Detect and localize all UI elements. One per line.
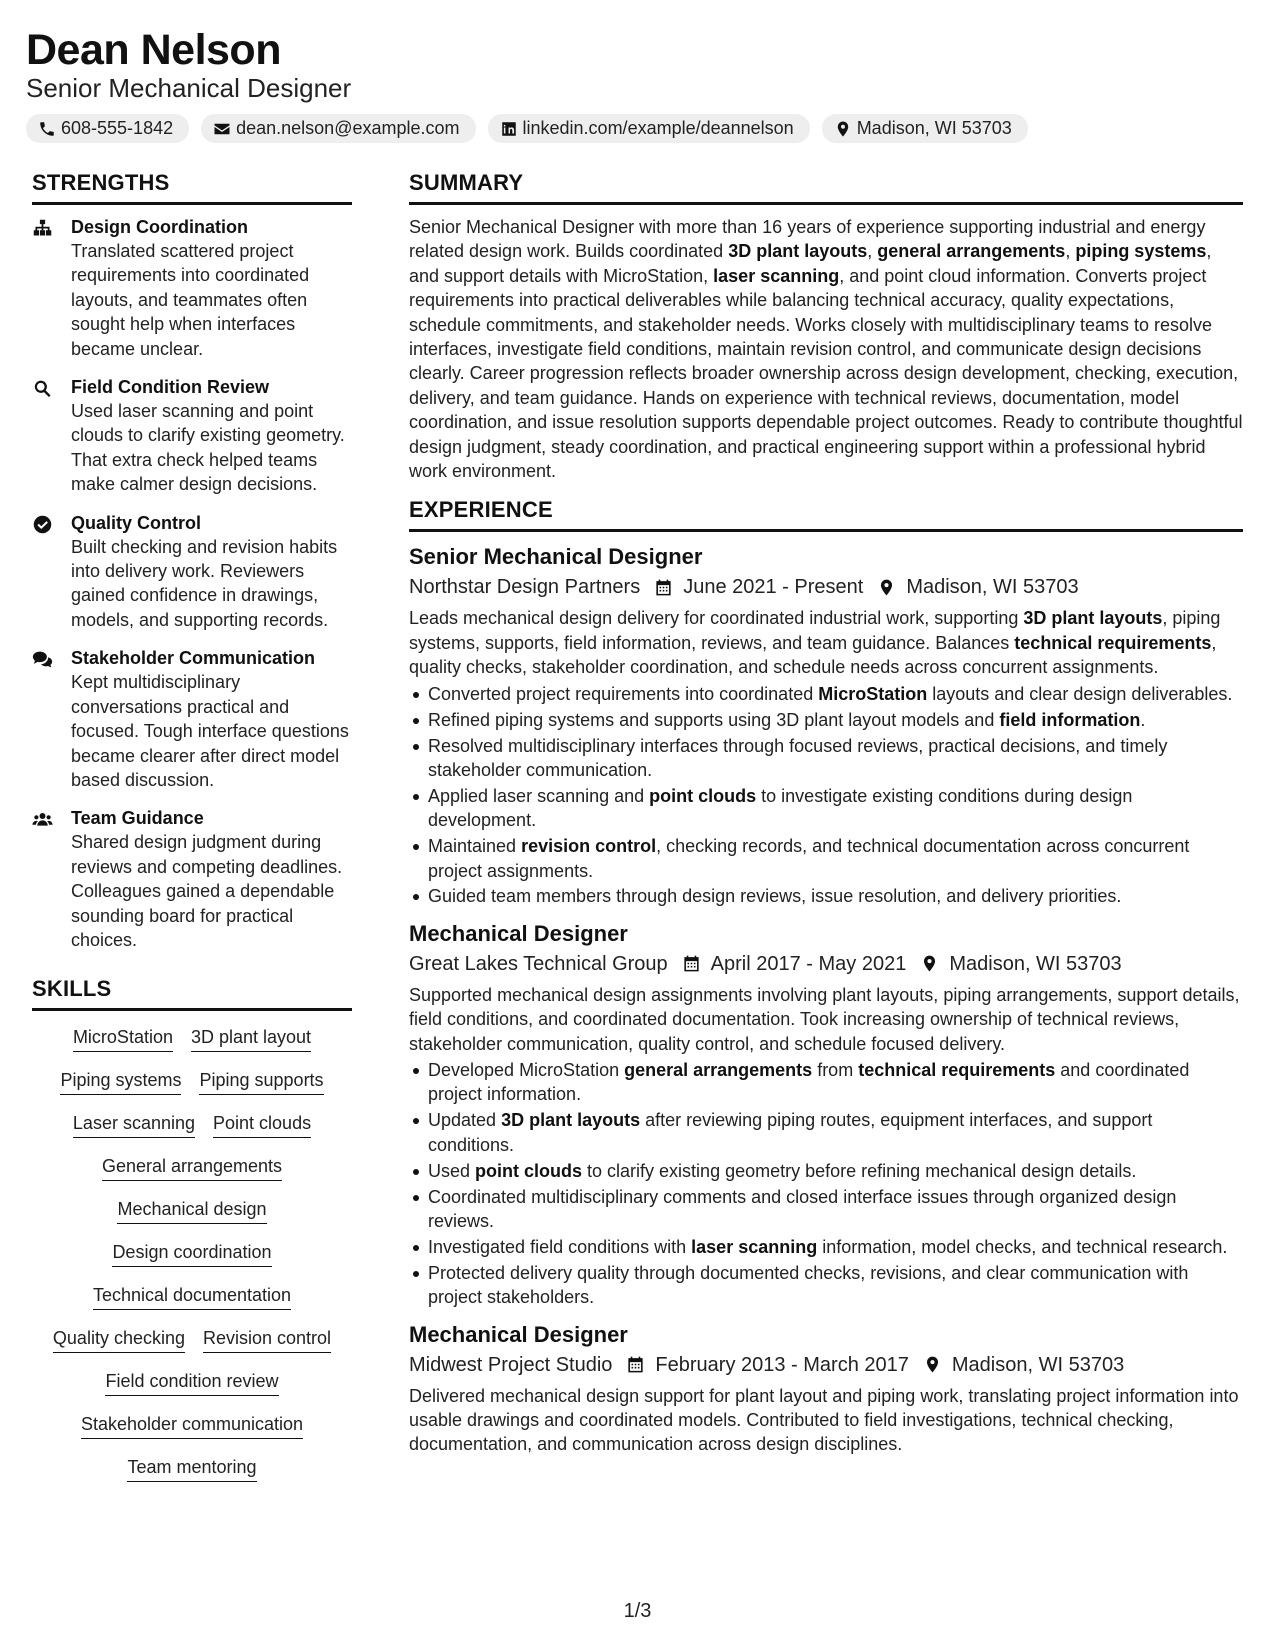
contact-location-text: Madison, WI 53703 bbox=[856, 118, 1012, 138]
strength-desc: Kept multidisciplinary conversations practical and focused. Tough interface questions became clearer after direct model based discussion. bbox=[71, 672, 349, 790]
skills-list bbox=[32, 1021, 352, 1482]
contact-email[interactable] bbox=[201, 114, 475, 143]
strength-title: Quality Control bbox=[71, 512, 201, 533]
strength-title: Team Guidance bbox=[71, 808, 204, 829]
text-run: , bbox=[1065, 241, 1076, 262]
text-run: , and support details with MicroStation, bbox=[409, 241, 1212, 286]
experience-heading: EXPERIENCE bbox=[409, 495, 1243, 532]
calendar-icon bbox=[626, 1355, 645, 1374]
text-run: , bbox=[867, 241, 878, 262]
contact-email-text: dean.nelson@example.com bbox=[236, 118, 460, 138]
job-company: Midwest Project Studio bbox=[409, 1353, 613, 1376]
text-run: Applied laser scanning and bbox=[428, 785, 650, 806]
skill-tag: Design coordination bbox=[112, 1240, 271, 1267]
bold-keyword: laser scanning bbox=[691, 1236, 818, 1257]
job-title: Senior Mechanical Designer bbox=[409, 544, 703, 570]
right-column bbox=[409, 168, 1243, 1467]
strength-item bbox=[32, 375, 352, 497]
users-icon bbox=[32, 809, 53, 830]
skills-heading: SKILLS bbox=[32, 974, 352, 1011]
page-number: 1/3 bbox=[623, 1600, 652, 1622]
resume-header bbox=[26, 22, 1246, 143]
bullet-item bbox=[409, 708, 1243, 732]
bold-keyword: laser scanning bbox=[713, 265, 840, 286]
skill-tag: MicroStation bbox=[73, 1025, 173, 1052]
contact-phone-text: 608-555-1842 bbox=[61, 118, 174, 138]
job-title: Mechanical Designer bbox=[409, 1321, 628, 1347]
job-entry bbox=[409, 919, 1243, 1310]
skill-tag: Laser scanning bbox=[73, 1111, 195, 1138]
text-run: , checking records, and technical documentation across concurrent project assignments. bbox=[428, 836, 1190, 881]
text-run: , piping systems, supports, field information, reviews, and team guidance. Balances bbox=[409, 608, 1221, 653]
bold-keyword: 3D plant layouts bbox=[501, 1110, 641, 1131]
bullet-item bbox=[409, 1261, 1243, 1310]
job-location: Madison, WI 53703 bbox=[906, 576, 1079, 599]
text-run: Updated bbox=[428, 1110, 502, 1131]
bullet-item bbox=[409, 1058, 1243, 1107]
text-run: , and point cloud information. Converts project requirements into practical deliverables while balancing technical accuracy, quality expectations, schedule commitments, and stakeholder needs. Works closely with multidisciplinary teams to resolve interfaces, investigate field conditions, maintain revision control, and communicate design decisions clearly. Career progression reflects broader ownership across design development, checking, execution, delivery, and team guidance. Hands on experience with technical reviews, documentation, model coordination, and issue resolution supports dependable project outcomes. Ready to contribute thoughtful design judgment, steady coordination, and practical engineering support within a professional hybrid work environment. bbox=[409, 265, 1243, 482]
skill-tag: Field condition review bbox=[105, 1369, 278, 1396]
text-run: , quality checks, stakeholder coordination, and schedule needs across concurrent assignments. bbox=[409, 632, 1217, 678]
chat-bubbles-icon bbox=[32, 649, 53, 670]
bold-keyword: point clouds bbox=[649, 785, 757, 806]
skill-tag: Point clouds bbox=[213, 1111, 311, 1138]
strength-item bbox=[32, 646, 352, 792]
text-run: Maintained bbox=[428, 836, 522, 857]
text-run: Supported mechanical design assignments involving plant layouts, piping arrangements, support details, field conditions, and coordinated documentation. Took increasing ownership of technical reviews, stakeholder communication, quality control, and schedule focused delivery. bbox=[409, 984, 1240, 1054]
candidate-name: Dean Nelson bbox=[26, 26, 281, 74]
skill-tag: Quality checking bbox=[53, 1326, 185, 1353]
job-meta bbox=[409, 572, 1243, 602]
bold-keyword: general arrangements bbox=[877, 241, 1066, 262]
bullet-item bbox=[409, 1185, 1243, 1234]
candidate-title: Senior Mechanical Designer bbox=[26, 73, 352, 103]
job-dates: June 2021 - Present bbox=[683, 576, 864, 599]
skill-tag: Piping systems bbox=[60, 1068, 181, 1095]
skill-tag: Revision control bbox=[203, 1326, 331, 1353]
bold-keyword: field information bbox=[999, 709, 1141, 730]
strength-desc: Used laser scanning and point clouds to clarify existing geometry. That extra check helped teams make calmer design decisions. bbox=[71, 401, 345, 495]
map-pin-icon bbox=[920, 954, 939, 973]
contact-bar bbox=[26, 114, 1246, 143]
bold-keyword: general arrangements bbox=[624, 1060, 813, 1081]
skill-tag: General arrangements bbox=[102, 1154, 282, 1181]
envelope-icon bbox=[213, 120, 231, 138]
bullet-item bbox=[409, 1235, 1243, 1259]
left-column bbox=[32, 168, 352, 1482]
summary-text bbox=[409, 215, 1243, 483]
job-entry bbox=[409, 542, 1243, 908]
job-company: Great Lakes Technical Group bbox=[409, 952, 668, 975]
text-run: Resolved multidisciplinary interfaces through focused reviews, practical decisions, and timely stakeholder communication. bbox=[428, 735, 1168, 780]
bullet-item bbox=[409, 682, 1243, 706]
text-run: Protected delivery quality through documented checks, revisions, and clear communication with project stakeholders. bbox=[428, 1262, 1189, 1308]
strength-title: Field Condition Review bbox=[71, 377, 270, 398]
skill-tag: Technical documentation bbox=[93, 1283, 291, 1310]
skill-tag: Piping supports bbox=[199, 1068, 323, 1095]
strength-desc: Shared design judgment during reviews and competing deadlines. Colleagues gained a dependable sounding board for practical choices. bbox=[71, 832, 343, 950]
bullet-item bbox=[409, 784, 1243, 833]
job-meta bbox=[409, 1350, 1243, 1380]
bold-keyword: technical requirements bbox=[1014, 632, 1212, 653]
job-description bbox=[409, 606, 1243, 679]
text-run: to investigate existing conditions during design development. bbox=[428, 785, 1133, 831]
strength-desc: Translated scattered project requirements into coordinated layouts, and teammates often sought help when interfaces became unclear. bbox=[71, 241, 310, 359]
job-bullets bbox=[409, 682, 1243, 909]
text-run: Used bbox=[428, 1160, 476, 1181]
sitemap-icon bbox=[32, 218, 53, 239]
contact-linkedin[interactable] bbox=[488, 114, 810, 143]
text-run: Guided team members through design reviews, issue resolution, and delivery priorities. bbox=[428, 886, 1122, 907]
job-dates: February 2013 - March 2017 bbox=[655, 1353, 909, 1376]
bullet-item bbox=[409, 834, 1243, 883]
map-pin-icon bbox=[877, 578, 896, 597]
bold-keyword: point clouds bbox=[475, 1160, 583, 1181]
summary-heading: SUMMARY bbox=[409, 168, 1243, 205]
bold-keyword: MicroStation bbox=[818, 683, 928, 704]
strength-desc: Built checking and revision habits into delivery work. Reviewers gained confidence in drawings, models, and supporting records. bbox=[71, 536, 338, 630]
bullet-item bbox=[409, 884, 1243, 908]
strengths-heading: STRENGTHS bbox=[32, 168, 352, 205]
strength-title: Design Coordination bbox=[71, 217, 248, 237]
text-run: Investigated field conditions with bbox=[428, 1236, 692, 1257]
job-company: Northstar Design Partners bbox=[409, 576, 641, 599]
contact-linkedin-text: linkedin.com/example/deannelson bbox=[522, 118, 794, 138]
text-run: and coordinated project information. bbox=[428, 1060, 1190, 1105]
phone-icon bbox=[38, 120, 56, 138]
linkedin-icon bbox=[500, 120, 518, 138]
text-run: layouts and clear design deliverables. bbox=[927, 683, 1233, 704]
job-location: Madison, WI 53703 bbox=[949, 952, 1122, 975]
bullet-item bbox=[409, 734, 1243, 783]
search-icon bbox=[32, 378, 53, 399]
job-location: Madison, WI 53703 bbox=[951, 1353, 1125, 1376]
text-run: to clarify existing geometry before refining mechanical design details. bbox=[582, 1160, 1137, 1181]
text-run: Senior Mechanical Designer with more than 16 years of experience supporting industrial and energy related design work. Builds coordinated bbox=[409, 217, 1206, 262]
map-pin-icon bbox=[923, 1355, 942, 1374]
skill-tag: Mechanical design bbox=[117, 1197, 266, 1224]
text-run: Leads mechanical design delivery for coordinated industrial work, supporting bbox=[409, 608, 1024, 629]
text-run: from bbox=[812, 1060, 859, 1081]
skill-tag: Team mentoring bbox=[127, 1455, 256, 1482]
skill-tag: Stakeholder communication bbox=[81, 1412, 303, 1439]
calendar-icon bbox=[682, 954, 701, 973]
bold-keyword: revision control bbox=[521, 836, 657, 857]
job-description bbox=[409, 1384, 1243, 1457]
text-run: after reviewing piping routes, equipment interfaces, and support conditions. bbox=[428, 1110, 1153, 1155]
text-run: Converted project requirements into coordinated bbox=[428, 683, 819, 704]
bold-keyword: 3D plant layouts bbox=[728, 241, 868, 262]
bold-keyword: 3D plant layouts bbox=[1023, 608, 1163, 629]
text-run: Developed MicroStation bbox=[428, 1060, 625, 1081]
strength-item bbox=[32, 215, 352, 361]
check-circle-icon bbox=[32, 514, 53, 535]
job-meta bbox=[409, 949, 1243, 979]
strength-title: Stakeholder Communication bbox=[71, 648, 316, 669]
bold-keyword: technical requirements bbox=[858, 1060, 1056, 1081]
calendar-icon bbox=[654, 578, 673, 597]
text-run: information, model checks, and technical research. bbox=[817, 1236, 1228, 1257]
job-title: Mechanical Designer bbox=[409, 920, 628, 946]
text-run: Refined piping systems and supports using 3D plant layout models and bbox=[428, 709, 1000, 730]
text-run: . bbox=[1140, 709, 1146, 730]
bold-keyword: piping systems bbox=[1075, 241, 1207, 262]
job-entry bbox=[409, 1320, 1243, 1457]
map-pin-icon bbox=[834, 120, 852, 138]
bullet-item bbox=[409, 1159, 1243, 1183]
contact-phone[interactable] bbox=[26, 114, 189, 143]
contact-location bbox=[822, 114, 1028, 143]
strength-item bbox=[32, 806, 352, 952]
text-run: Delivered mechanical design support for plant layout and piping work, translating project information into usable drawings and coordinated models. Contributed to field investigations, technical checking, documentation, and communication across design disciplines. bbox=[409, 1385, 1239, 1455]
job-dates: April 2017 - May 2021 bbox=[710, 952, 907, 975]
bullet-item bbox=[409, 1108, 1243, 1157]
text-run: Coordinated multidisciplinary comments and closed interface issues through organized design reviews. bbox=[428, 1186, 1177, 1231]
job-bullets bbox=[409, 1058, 1243, 1310]
strength-item bbox=[32, 511, 352, 633]
job-description bbox=[409, 983, 1243, 1056]
skill-tag: 3D plant layout bbox=[191, 1025, 311, 1052]
